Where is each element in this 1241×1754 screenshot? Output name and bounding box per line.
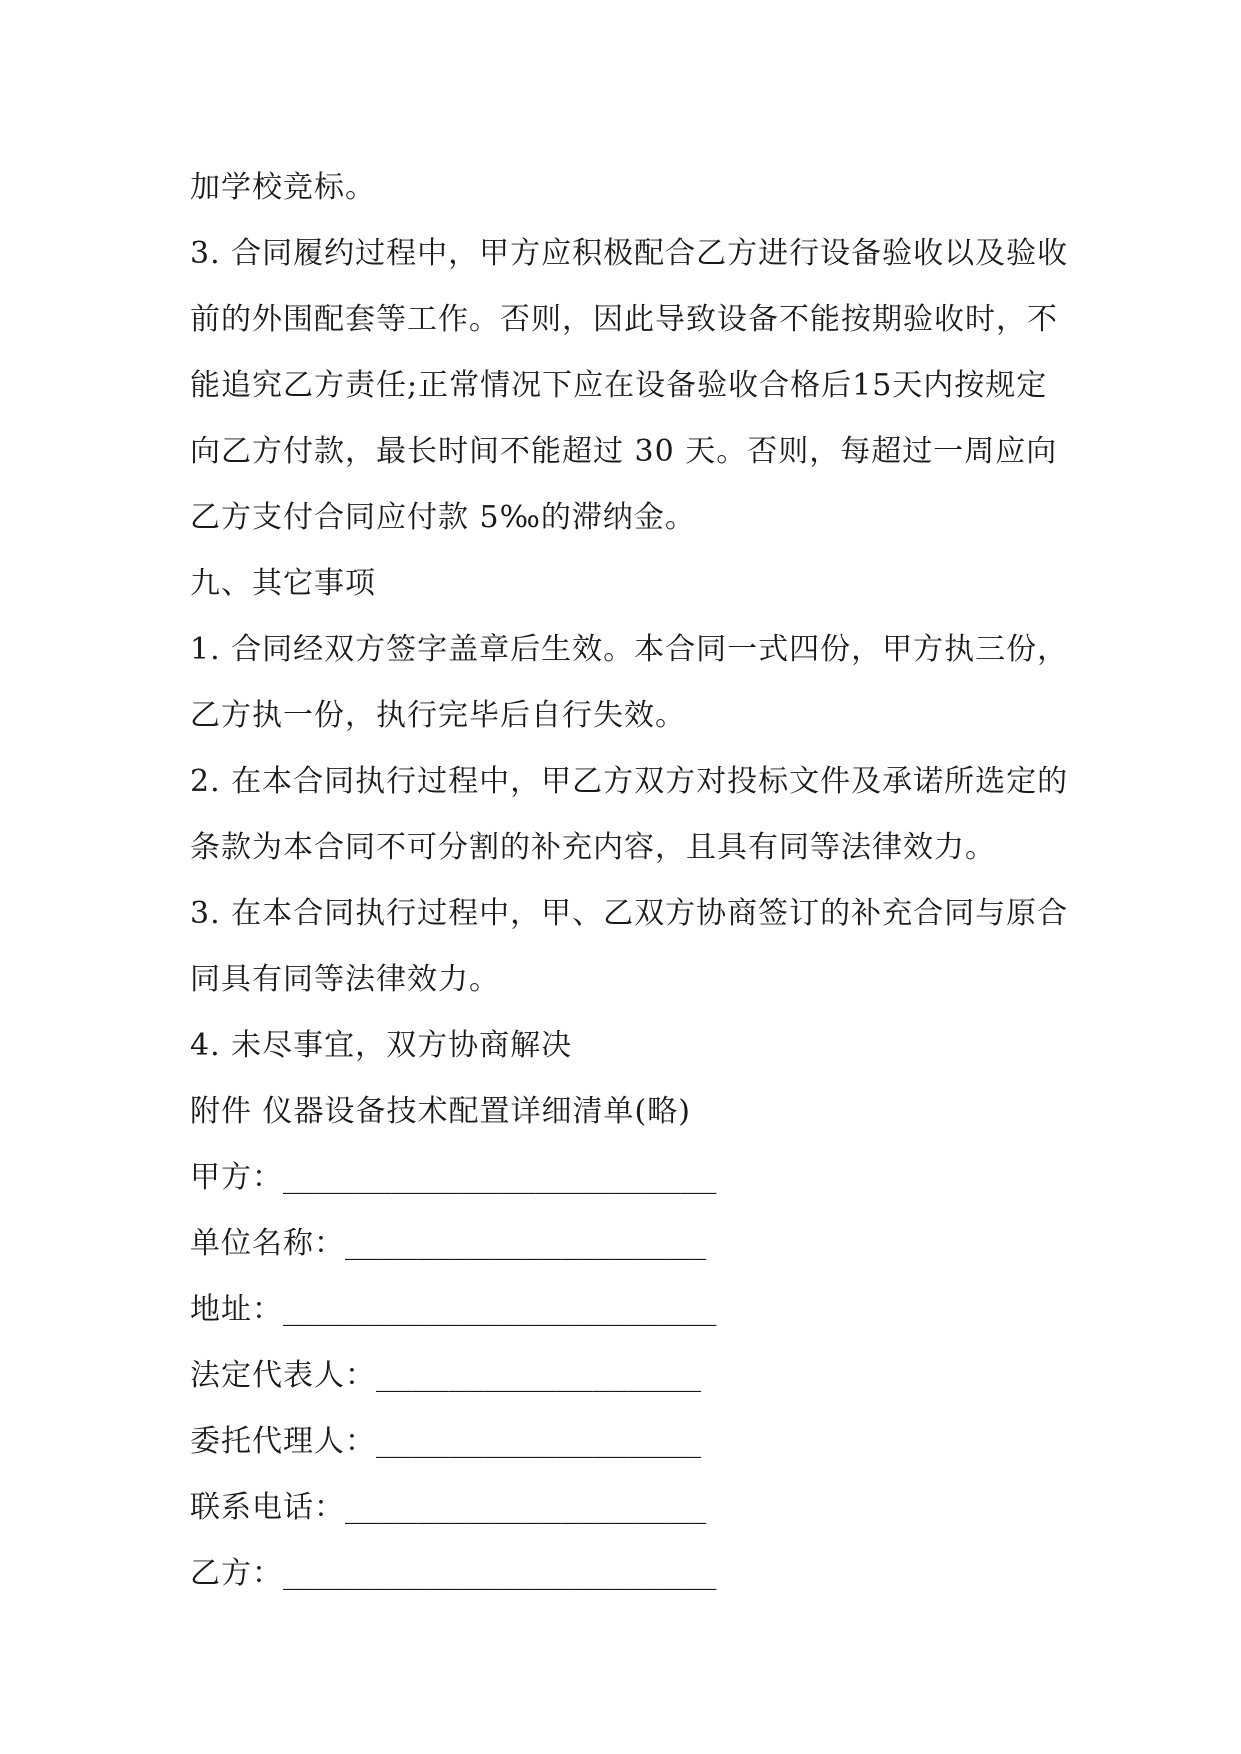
document-page — [190, 155, 1069, 1607]
paragraph-line: 同具有同等法律效力。 — [190, 962, 500, 997]
signature-field-party-b — [190, 1541, 1060, 1607]
field-label: 委托代理人： — [190, 1424, 376, 1459]
field-label: 地址： — [190, 1292, 283, 1327]
field-blank: ________________________ — [283, 1292, 717, 1327]
signature-field-address — [190, 1277, 1060, 1343]
signature-field-authorized-agent — [190, 1409, 1060, 1475]
field-blank: ____________________ — [345, 1490, 707, 1525]
paragraph-line: 前的外围配套等工作。否则，因此导致设备不能按期验收时，不 — [190, 302, 1058, 337]
paragraph-line: 2. 在本合同执行过程中，甲乙方双方对投标文件及承诺所选定的 — [190, 764, 1069, 799]
field-label: 单位名称： — [190, 1226, 345, 1261]
field-label: 联系电话： — [190, 1490, 345, 1525]
field-blank: ________________________ — [283, 1160, 717, 1195]
section-heading: 九、其它事项 — [190, 566, 376, 601]
paragraph-line: 1. 合同经双方签字盖章后生效。本合同一式四份，甲方执三份， — [190, 632, 1069, 667]
field-label: 甲方： — [190, 1160, 283, 1195]
field-blank: __________________ — [376, 1424, 702, 1459]
paragraph-line: 向乙方付款，最长时间不能超过 30 天。否则，每超过一周应向 — [190, 434, 1058, 469]
field-blank: ____________________ — [345, 1226, 707, 1261]
field-label: 法定代表人： — [190, 1358, 376, 1393]
paragraph-line: 3. 合同履约过程中，甲方应积极配合乙方进行设备验收以及验收 — [190, 236, 1069, 271]
signature-field-unit-name — [190, 1211, 1060, 1277]
signature-field-party-a — [190, 1145, 1060, 1211]
field-label: 乙方： — [190, 1556, 283, 1591]
paragraph-line: 条款为本合同不可分割的补充内容，且具有同等法律效力。 — [190, 830, 996, 865]
paragraph-line: 3. 在本合同执行过程中，甲、乙双方协商签订的补充合同与原合 — [190, 896, 1069, 931]
paragraph-line: 能追究乙方责任;正常情况下应在设备验收合格后15天内按规定 — [190, 368, 1048, 403]
field-blank: __________________ — [376, 1358, 702, 1393]
paragraph-line: 加学校竞标。 — [190, 170, 376, 205]
paragraph-line: 乙方执一份，执行完毕后自行失效。 — [190, 698, 686, 733]
paragraph-line: 4. 未尽事宜，双方协商解决 — [190, 1028, 573, 1063]
signature-field-phone — [190, 1475, 1060, 1541]
paragraph-line: 乙方支付合同应付款 5‰的滞纳金。 — [190, 500, 696, 535]
field-blank: ________________________ — [283, 1556, 717, 1591]
signature-field-legal-representative — [190, 1343, 1060, 1409]
attachment-line: 附件 仪器设备技术配置详细清单(略) — [190, 1094, 691, 1129]
